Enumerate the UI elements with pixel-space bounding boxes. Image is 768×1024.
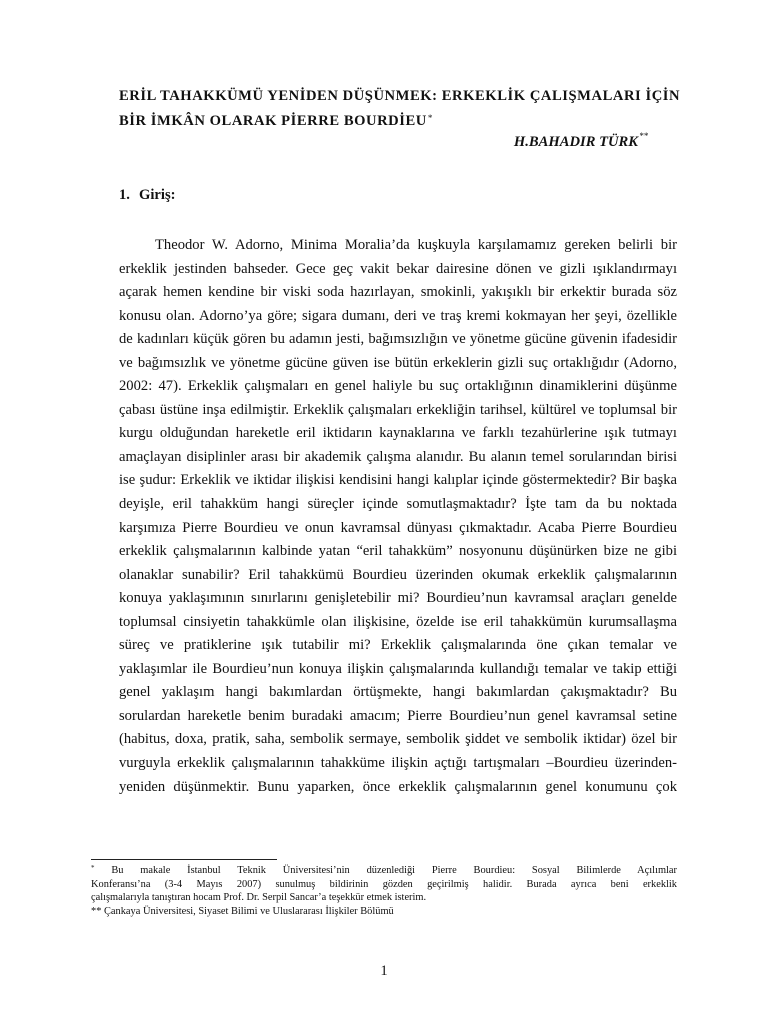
section-title: Giriş: (139, 187, 176, 203)
body-line: süreç ve pratiklerine ışık tutabilir mi? Erkeklik çalışmalarında öne çıkan temalar ve (119, 637, 677, 654)
page-number: 1 (380, 963, 388, 979)
body-line: 2002: 47). Erkeklik çalışmaları en genel haliyle bu suç ortaklığının dinamiklerini düşünme (119, 378, 677, 395)
footnote-1-mark: * (91, 864, 95, 872)
body-line: deyişle, eril tahakküm hangi süreçler içinde somutlaşmaktadır? İşte tam da bu noktada (119, 496, 677, 513)
body-line: olanaklar sunabilir? Eril tahakkümü Bourdieu üzerinden okumak erkeklik çalışmalarının (119, 566, 677, 583)
author-footnote-mark: ** (639, 131, 648, 141)
footnote-divider (91, 859, 277, 860)
body-paragraph (119, 234, 677, 799)
title-footnote-mark: * (427, 113, 433, 123)
body-line: ve bağımsızlık ve yönetme gücüne güven ise bütün erkeklerin gizli suç ortaklığıdır (Adorno, (119, 354, 677, 371)
footnote-1-line-2: Konferansı’na (3-4 Mayıs 2007) sunulmuş bildirinin gözden geçirilmiş halidir. Burada ayrıca beni erkeklik (91, 878, 677, 890)
body-line: Theodor W. Adorno, Minima Moralia’da kuşkuyla karşılamamız gereken belirli bir (155, 237, 677, 253)
body-line: kurgu olduğundan hareketle eril iktidarın kaynaklarına ve farklı tezahürlerine ışık tutmayı (119, 425, 677, 442)
body-line: yeniden düşünmektir. Bunu yaparken, önce erkeklik çalışmalarının genel konumunu çok (119, 778, 677, 795)
body-line: çabası üstüne inşa edilmiştir. Erkeklik çalışmaları erkekliğin tarihsel, kültürel ve toplumsal bir (119, 401, 677, 418)
author-name-text: H.BAHADIR TÜRK (513, 134, 638, 150)
body-line: yaklaşımlar ile Bourdieu’nun konuya ilişkin çalışmalarında kullandığı temalar ve takip ettiği (119, 660, 677, 677)
title-line-2-text: BİR İMKÂN OLARAK PİERRE BOURDİEU (119, 113, 427, 129)
footnote-1-line-3: çalışmalarıyla tanıştıran hocam Prof. Dr. Serpil Sancar’a teşekkür etmek isterim. (91, 892, 427, 903)
title-line-1: ERİL TAHAKKÜMÜ YENİDEN DÜŞÜNMEK: ERKEKLİK ÇALIŞMALARI İÇİN (119, 88, 681, 104)
footnotes (91, 864, 677, 918)
body-line: genel yaklaşım hangi bakımlardan örtüşmekte, hangi bakımlardan çakışmaktadır? Bu (119, 684, 677, 701)
body-line: konuya yaklaşımının sınırlarını genişletebilir mi? Bourdieu’nun kavramsal araçları genelde (119, 590, 677, 607)
body-line: de kadınları küçük gören bu adamın jesti, bağımsızlığın ve yönetme gücüne güvenin ifadesidir (119, 331, 677, 348)
article-title (119, 84, 679, 134)
body-line: erkeklik jestinden bahseder. Gece geç vakit bekar dairesine dönen ve gizli ışıklandırmayı (119, 260, 677, 277)
body-line: sorulardan hareketle benim buradaki amacım; Pierre Bourdieu’nun genel kavramsal setine (119, 707, 677, 724)
body-line: amaçlayan disiplinler arası bir akademik çalışma alanıdır. Bu alanın temel sorularından birisi (119, 448, 677, 465)
body-line: ise şudur: Erkeklik ve iktidar ilişkisi kendisini hangi kalıplar içinde göstermektedir? Bir başka (119, 472, 677, 489)
body-line: açarak hemen kendine bir viski soda hazırlayan, smokinli, yakışıklı bir erkektir burada söz (119, 284, 677, 301)
footnote-1-line-1 (91, 864, 677, 878)
section-number: 1. (119, 187, 130, 203)
footnote-1-text-1: Bu makale İstanbul Teknik Üniversitesi’nin düzenlediği Pierre Bourdieu: Sosyal Bilimlerde Açılımlar (111, 865, 677, 876)
body-line: (habitus, doxa, pratik, saha, sembolik sermaye, sembolik şiddet ve sembolik iktidar) özel bir (119, 731, 677, 748)
body-line: karşımıza Pierre Bourdieu ve onun kavramsal dünyası çıkmaktadır. Acaba Pierre Bourdieu (119, 519, 677, 536)
title-line-2 (119, 109, 679, 134)
author-name (513, 131, 648, 151)
body-line: erkeklik çalışmalarının kalbinde yatan “eril tahakküm” nosyonunu düşünürken bize ne gibi (119, 543, 677, 560)
body-line: vurguyla erkeklik çalışmalarının tahakküme ilişkin açtığı tartışmaları –Bourdieu üzerinden- (119, 755, 677, 772)
body-line: toplumsal cinsiyetin tahakkümle olan ilişkisine, özelde ise eril tahakkümün kurumsallaşma (119, 613, 677, 630)
body-line: konusu olan. Adorno’ya göre; sigara dumanı, deri ve traş kremi kokmayan her şeyi, özellikle (119, 307, 677, 324)
section-heading (119, 187, 175, 204)
footnote-2: ** Çankaya Üniversitesi, Siyaset Bilimi ve Uluslararası İlişkiler Bölümü (91, 905, 394, 917)
